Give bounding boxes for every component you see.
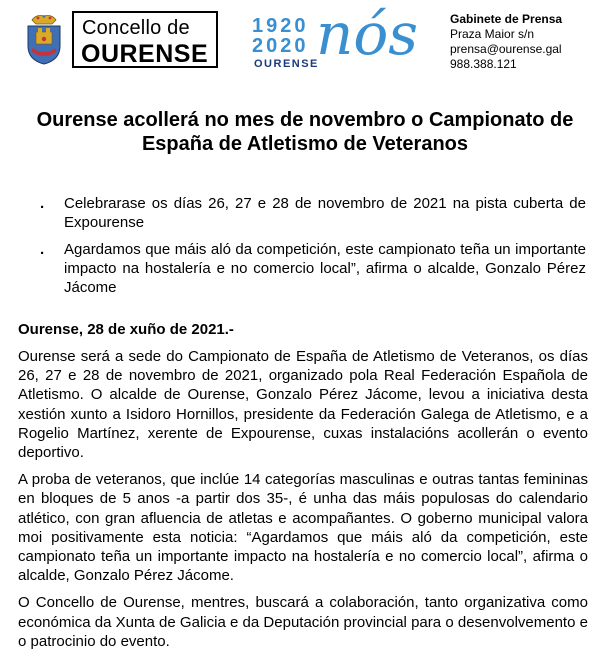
paragraph: Ourense será a sede do Campionato de España de Atletismo de Veteranos, os días 26, 27 e 28 de novembro de 2021, organizado pola Real Federación Española de Atletismo. O alcalde de Ourense, Gonzalo Pérez Jácome, levou a iniciativa desta xestión xunto a Isidoro Hornillos, presidente da Federación Galega de Atletismo, e a Rogelio Martínez, xerente de Expourense, cuxas instalacións acollerán o evento deportivo. [18, 348, 588, 462]
year-end: 2020 [252, 35, 309, 57]
anniversary-logo [250, 0, 440, 76]
concello-logo [72, 11, 218, 68]
press-office-contact [450, 12, 562, 72]
bullet-dot: . [40, 195, 45, 212]
bullet-item [30, 240, 586, 297]
letterhead [0, 0, 610, 86]
year-start: 1920 [252, 15, 309, 37]
press-phone: 988.388.121 [450, 57, 517, 71]
bullet-text: Celebrarase os días 26, 27 e 28 de novembro de 2021 na pista cuberta de Expourense [64, 195, 586, 231]
article-body [18, 320, 588, 659]
bullet-text: Agardamos que máis aló da competición, este campionato teña un importante impacto na hostalería e no comercio local”, afirma o alcalde, Gonzalo Pérez Jácome [64, 241, 586, 296]
summary-bullets [30, 194, 586, 305]
headline: Ourense acollerá no mes de novembro o Campionato de España de Atletismo de Veteranos [36, 109, 574, 155]
ourense-label: OURENSE [81, 40, 209, 68]
bullet-dot: . [40, 241, 45, 258]
press-office-title: Gabinete de Prensa [450, 12, 563, 26]
press-email: prensa@ourense.gal [450, 42, 562, 56]
coat-of-arms-icon [24, 12, 64, 66]
nos-wordmark: nós [316, 0, 419, 68]
concello-label: Concello de [82, 17, 190, 39]
anniversary-city: OURENSE [254, 58, 319, 70]
dateline: Ourense, 28 de xuño de 2021.- [18, 321, 234, 338]
paragraph: O Concello de Ourense, mentres, buscará a colaboración, tanto organizativa como económica da Xunta de Galicia e da Deputación provincial para o desenvolvemento e o patrocinio do evento. [18, 594, 588, 650]
press-address: Praza Maior s/n [450, 27, 535, 41]
anniversary-years [252, 16, 309, 56]
paragraph: A proba de veteranos, que inclúe 14 categorías masculinas e outras tantas femininas en bloques de 5 anos -a partir dos 35-, é unha das máis populosas do calendario atlético, con gran afluencia de atletas e acompañantes. O goberno municipal valora moi positivamente esta noticia: “Agardamos que máis aló da competición, este campionato teña un importante impacto na hostalería e no comercio local”, afirma o alcalde, Gonzalo Pérez Jácome. [18, 471, 588, 585]
bullet-item [30, 194, 586, 232]
